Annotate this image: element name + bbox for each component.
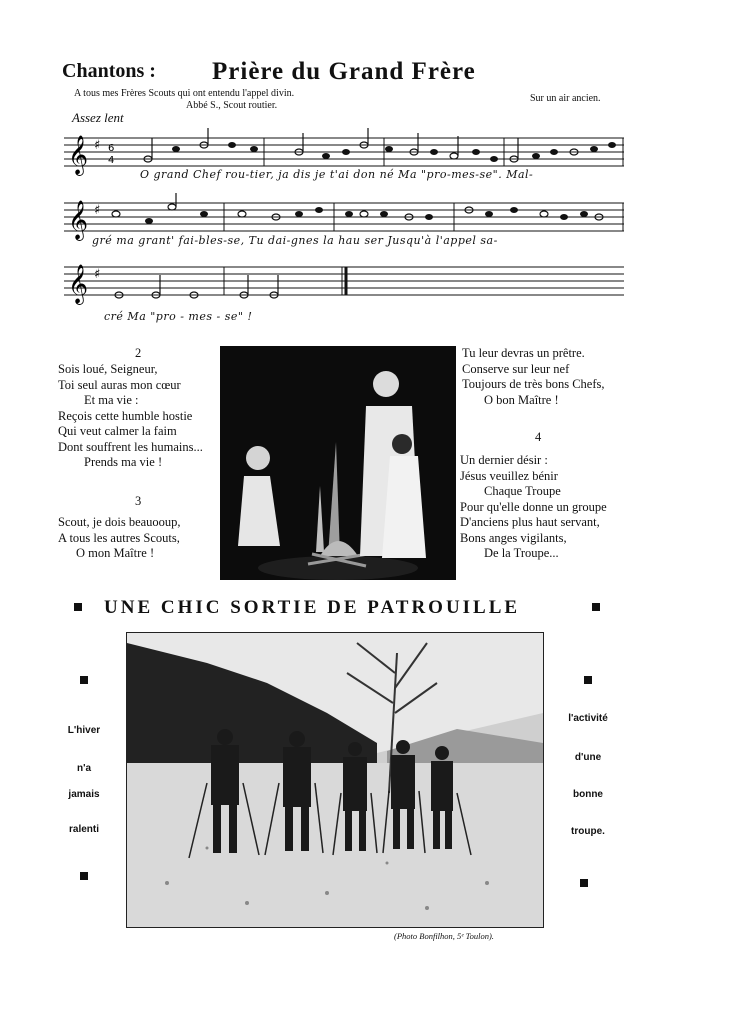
verse-3	[58, 515, 181, 562]
verse-line: O mon Maître !	[76, 546, 155, 560]
verse-line: Bons anges vigilants,	[460, 530, 567, 545]
bullet-square-icon	[80, 872, 88, 880]
verse-line: Un dernier désir :	[460, 453, 548, 467]
verse-line: Scout, je dois beauooup,	[58, 515, 181, 529]
verse-line: Prends ma vie !	[84, 455, 163, 469]
dedication-line-1: A tous mes Frères Scouts qui ont entendu l'appel divin.	[74, 88, 295, 99]
verse-line: Dont souffrent les humains...	[58, 439, 203, 454]
verse-line: Pour qu'elle donne un groupe	[460, 499, 607, 514]
campfire-scene-icon	[220, 346, 456, 580]
right-caption-4: troupe.	[571, 826, 605, 837]
left-caption-1: L'hiver	[67, 725, 101, 736]
verse-number-2: 2	[135, 346, 142, 360]
lyrics-line-1: O grand Chef rou-tier, ja dis je t'ai don né Ma "pro-mes-se". Mal-	[140, 168, 534, 181]
treble-clef-icon: 𝄞	[68, 264, 89, 304]
svg-text:♯: ♯	[94, 138, 101, 153]
verse-line: Sois loué, Seigneur,	[58, 362, 158, 376]
verse-line: De la Troupe...	[484, 546, 559, 560]
verse-number-4: 4	[535, 430, 542, 444]
verse-line: Qui veut calmer la faim	[58, 424, 177, 438]
verse-line: Et ma vie :	[84, 393, 139, 407]
right-caption-3: bonne	[573, 789, 603, 800]
verse-line: Toujours de très bons Chefs,	[462, 377, 605, 391]
lyrics-line-3: cré Ma "pro - mes - se" !	[104, 310, 253, 323]
page-title: Prière du Grand Frère	[212, 58, 476, 85]
verse-line: Conserve sur leur nef	[462, 361, 570, 376]
patrol-photo	[126, 632, 544, 928]
air-note: Sur un air ancien.	[530, 93, 601, 104]
verse-line: Chaque Troupe	[484, 484, 561, 498]
verse-line: O bon Maître !	[484, 392, 559, 407]
bullet-square-icon	[80, 676, 88, 684]
verse-line: Tu leur devras un prêtre.	[462, 346, 585, 360]
verse-line: Jésus veuillez bénir	[460, 468, 558, 483]
svg-text:♯: ♯	[94, 203, 101, 218]
section-title: UNE CHIC SORTIE DE PATROUILLE	[104, 597, 521, 618]
verse-line: Reçois cette humble hostie	[58, 408, 193, 423]
section-label: Chantons :	[62, 60, 156, 82]
verse-2	[58, 362, 203, 471]
verse-3-continued	[462, 346, 605, 408]
left-caption-2: n'a	[76, 763, 92, 774]
svg-text:6: 6	[108, 143, 115, 154]
snow-patrol-scene-icon	[127, 633, 543, 927]
treble-clef-icon: 𝄞	[68, 135, 89, 175]
verse-line: Toi seul auras mon cœur	[58, 377, 181, 392]
right-caption-2: d'une	[574, 752, 602, 763]
music-staff-3	[64, 257, 624, 317]
photo-credit: (Photo Bonfilhon, 5ᵉ Toulon).	[394, 931, 494, 941]
verse-number-3: 3	[135, 494, 142, 508]
verse-4	[460, 453, 607, 562]
left-caption-4: ralenti	[68, 824, 99, 835]
campfire-illustration	[220, 346, 456, 580]
bullet-square-icon	[592, 603, 600, 611]
dedication	[74, 88, 294, 112]
right-caption-1: l'activité	[568, 713, 608, 724]
bullet-square-icon	[580, 879, 588, 887]
lyrics-line-2: gré ma grant' fai-bles-se, Tu dai-gnes la hau ser Jusqu'à l'appel sa-	[92, 234, 498, 247]
treble-clef-icon: 𝄞	[68, 200, 89, 240]
bullet-square-icon	[584, 676, 592, 684]
tempo-marking: Assez lent	[72, 110, 124, 125]
svg-text:4: 4	[108, 155, 115, 166]
bullet-square-icon	[74, 603, 82, 611]
left-caption-3: jamais	[68, 789, 100, 800]
verse-line: D'anciens plus haut servant,	[460, 515, 600, 529]
dedication-line-2: Abbé S., Scout routier.	[186, 100, 278, 111]
svg-text:♯: ♯	[94, 267, 101, 282]
verse-line: A tous les autres Scouts,	[58, 530, 180, 545]
